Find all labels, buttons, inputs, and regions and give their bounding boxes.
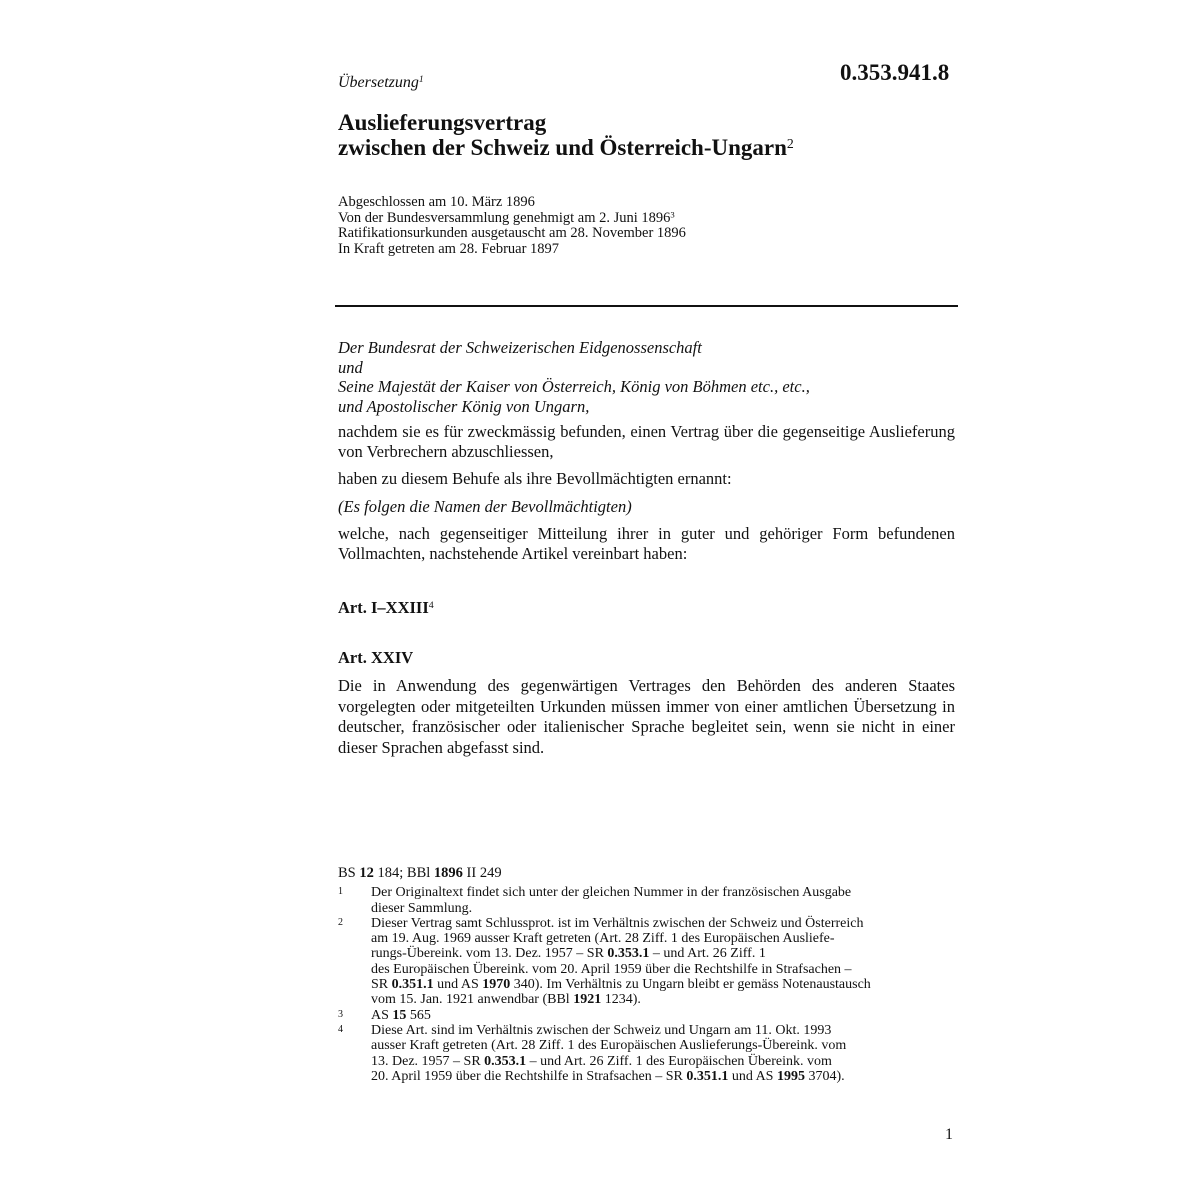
footnote-text	[371, 885, 851, 916]
footnote-line: Diese Art. sind im Verhältnis zwischen der Schweiz und Ungarn am 11. Okt. 1993	[371, 1022, 832, 1038]
as-reference: 1970	[482, 977, 511, 993]
source-year: 1896	[433, 865, 463, 881]
treaty-dates	[338, 195, 686, 257]
as-reference: 1995	[776, 1068, 805, 1084]
footnote-text	[371, 1023, 846, 1084]
footnote-text	[371, 916, 871, 1008]
footnote-number: 1	[338, 886, 343, 898]
footnote-1	[338, 885, 955, 916]
footnote-text-part: vom 15. Jan. 1921 anwendbar (BBl	[371, 992, 574, 1008]
footnote-text	[371, 1008, 431, 1023]
party-and: und	[338, 357, 363, 377]
footnote-text-part: 20. April 1959 über die Rechtshilfe in Strafsachen – SR	[371, 1068, 687, 1084]
footnote-ref-1[interactable]: 1	[418, 74, 424, 86]
footnote-line	[371, 946, 871, 961]
footnote-text-part: AS	[371, 1007, 393, 1023]
document-title	[338, 110, 794, 160]
footnote-2	[338, 916, 955, 1008]
footnote-text-part: und AS	[728, 1068, 777, 1084]
source-text: II 249	[462, 865, 502, 881]
sr-reference: 0.353.1	[484, 1053, 527, 1069]
preamble-paragraph-3: welche, nach gegenseitiger Mitteilung ihrer in guter und gehöriger Form befundenen Vollmachten, nachstehende Artikel vereinbart haben:	[338, 524, 955, 563]
source-text: 184; BBl	[373, 865, 434, 881]
date-approved	[338, 211, 686, 227]
as-reference: 15	[392, 1007, 407, 1023]
footnote-line: Dieser Vertrag samt Schlussprot. ist im Verhältnis zwischen der Schweiz und Österreich	[371, 915, 864, 931]
date-approved-text: Von der Bundesversammlung genehmigt am 2. Juni 1896	[338, 209, 671, 226]
footnote-line	[371, 1069, 846, 1084]
sr-reference: 0.351.1	[686, 1068, 729, 1084]
footnote-text-part: 3704).	[804, 1068, 845, 1084]
footnote-text-part: – und Art. 26 Ziff. 1 des Europäischen Übereink. vom	[526, 1053, 832, 1069]
preamble-paragraph-1: nachdem sie es für zweckmässig befunden, einen Vertrag über die gegenseitige Auslieferung von Verbrechern abzuschliessen,	[338, 422, 955, 461]
footnote-line: am 19. Aug. 1969 ausser Kraft getreten (Art. 28 Ziff. 1 des Europäischen Ausliefe-	[371, 931, 835, 947]
footnote-text-part: – und Art. 26 Ziff. 1	[649, 946, 766, 962]
date-concluded: Abgeschlossen am 10. März 1896	[338, 194, 535, 210]
sr-reference: 0.353.1	[607, 946, 650, 962]
footnote-ref-2[interactable]: 2	[786, 136, 794, 152]
footnote-ref-4[interactable]: 4	[428, 600, 434, 612]
page-number: 1	[945, 1126, 953, 1143]
footnote-line: Der Originaltext findet sich unter der gleichen Nummer in der französischen Ausgabe	[371, 885, 852, 901]
footnote-line: ausser Kraft getreten (Art. 28 Ziff. 1 des Europäischen Auslieferungs-Übereink. vom	[371, 1038, 847, 1054]
source-reference	[338, 866, 955, 881]
date-ratified: Ratifikationsurkunden ausgetauscht am 28. November 1896	[338, 225, 686, 241]
footnote-text-part: 13. Dez. 1957 – SR	[371, 1053, 485, 1069]
title-line-1: Auslieferungsvertrag	[338, 110, 547, 135]
footnote-line: des Europäischen Übereink. vom 20. April 1959 über die Rechtshilfe in Strafsachen –	[371, 961, 852, 977]
translation-label-text: Übersetzung	[338, 74, 419, 91]
footnote-text-part: SR	[371, 977, 392, 993]
footnote-4	[338, 1023, 955, 1084]
party-austria-line-2: und Apostolischer König von Ungarn,	[338, 396, 590, 416]
footnote-text-part: 1234).	[601, 992, 641, 1008]
footnote-text-part: 340). Im Verhältnis zu Ungarn bleibt er gemäss Notenaustausch	[510, 977, 871, 993]
article-xxiv-text: Die in Anwendung des gegenwärtigen Vertrages den Behörden des anderen Staates vorgelegten oder mitgeteilten Urkunden müssen immer von einer amtlichen Übersetzung in deutscher, französischer oder italienischer Sprache begleitet sein, wenn sie nicht in einer dieser Sprachen abgefasst sind.	[338, 676, 955, 757]
preamble	[338, 338, 955, 563]
footnote-line: dieser Sammlung.	[371, 900, 473, 916]
footnote-ref-3[interactable]: 3	[670, 209, 675, 220]
article-heading-xxiv: Art. XXIV	[338, 648, 414, 667]
bbl-reference: 1921	[573, 992, 602, 1008]
footnote-number: 2	[338, 916, 343, 928]
title-line-2	[338, 135, 794, 160]
footnote-text-part: 565	[406, 1007, 431, 1023]
footnote-text-part: rungs-Übereink. vom 13. Dez. 1957 – SR	[371, 946, 608, 962]
article-heading-i-xxiii	[338, 598, 434, 618]
footnote-line	[371, 992, 871, 1007]
translation-label	[338, 74, 424, 92]
plenipotentiaries-note: (Es folgen die Namen der Bevollmächtigten)	[338, 496, 632, 516]
source-volume: 12	[359, 865, 374, 881]
sr-number: 0.353.941.8	[840, 60, 950, 85]
header-divider	[335, 305, 958, 307]
footnote-number: 4	[338, 1023, 343, 1035]
party-switzerland: Der Bundesrat der Schweizerischen Eidgenossenschaft	[338, 338, 702, 357]
article-heading-i-xxiii-text: Art. I–XXIII	[338, 598, 429, 617]
footnote-number: 3	[338, 1008, 343, 1020]
footnote-line	[371, 1054, 846, 1069]
party-austria-line-1: Seine Majestät der Kaiser von Österreich, König von Böhmen etc., etc.,	[338, 377, 810, 396]
footnote-line	[371, 977, 871, 992]
footnote-text-part: und AS	[433, 977, 483, 993]
footnote-3	[338, 1008, 955, 1023]
title-line-2-text: zwischen der Schweiz und Österreich-Ungarn	[338, 135, 787, 160]
footnotes	[338, 866, 955, 1084]
sr-reference: 0.351.1	[391, 977, 434, 993]
contracting-parties	[338, 338, 955, 416]
source-text: BS	[338, 865, 360, 881]
date-in-force: In Kraft getreten am 28. Februar 1897	[338, 240, 560, 257]
preamble-paragraph-2: haben zu diesem Behufe als ihre Bevollmächtigten ernannt:	[338, 469, 732, 488]
footnote-line	[371, 1008, 431, 1023]
